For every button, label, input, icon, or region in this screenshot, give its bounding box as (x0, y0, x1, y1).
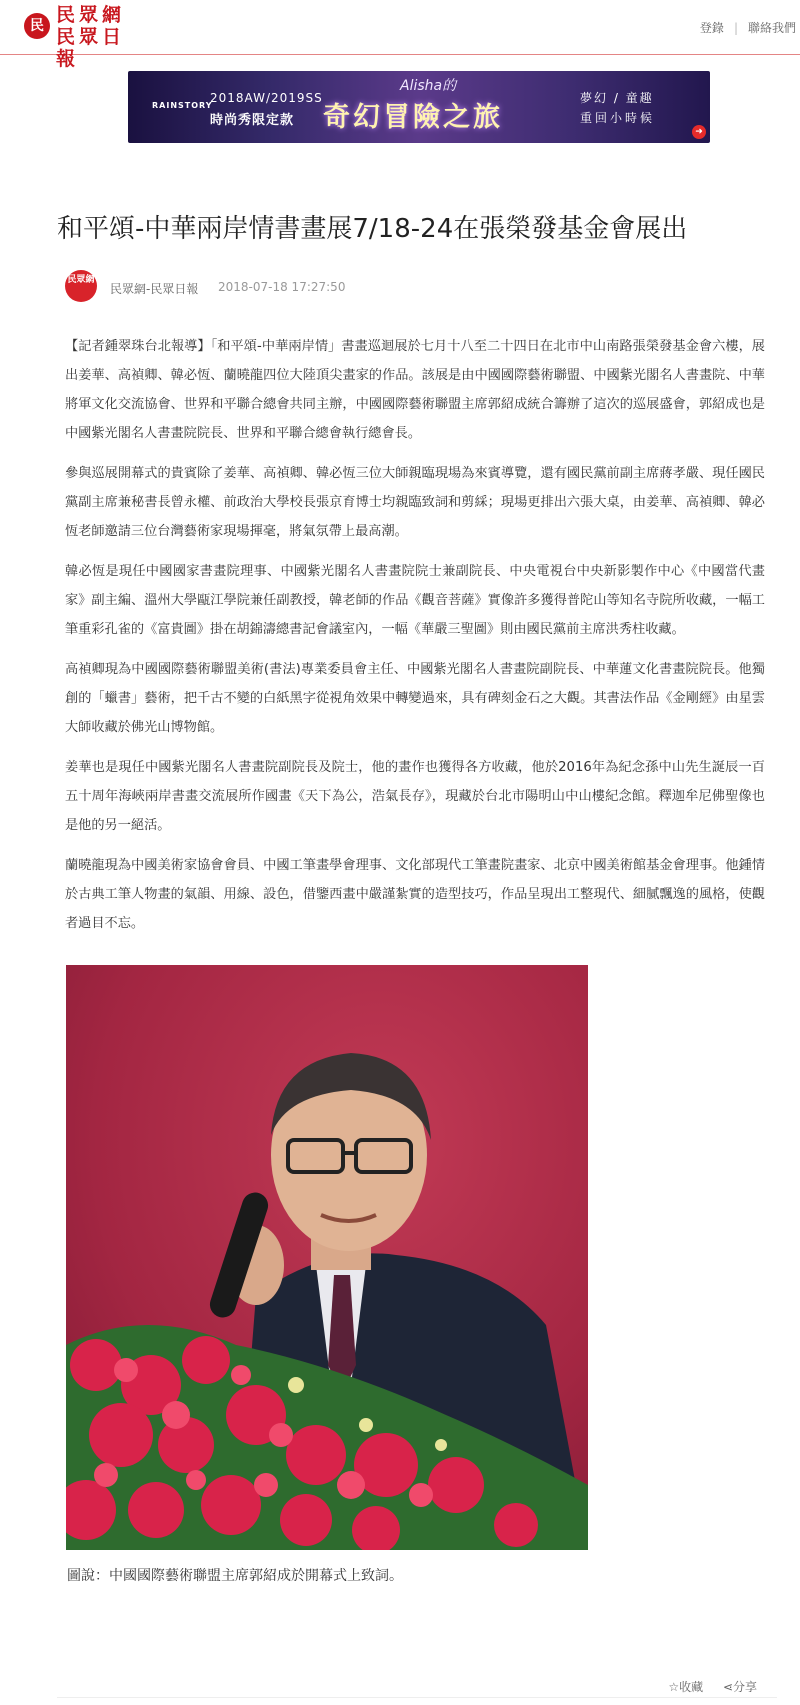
paragraph: 【記者鍾翠珠台北報導】「和平頌-中華兩岸情」書畫巡迴展於七月十八至二十四日在北市中山南路張榮發基金會六樓，展出姜華、高禎卿、韓必恆、蘭曉龍四位大陸頂尖畫家的作品。該展是由中國國際藝術聯盟、中國紫光閣名人書畫院、中華將軍文化交流協會、世界和平聯合總會共同主辦，中國國際藝術聯盟主席郭紹成統合籌辦了這次的巡展盛會，郭紹成也是中國紫光閣名人書畫院院長、世界和平聯合總會執行總會長。 (65, 339, 765, 441)
logo-icon: 民 (24, 13, 50, 39)
top-links (700, 19, 796, 36)
banner-tagline-2: 重回小時候 (580, 111, 656, 125)
contact-link[interactable]: 聯絡我們 (747, 21, 796, 35)
article-title: 和平頌-中華兩岸情書畫展7/18-24在張榮發基金會展出 (57, 214, 688, 244)
footer-divider (57, 1697, 777, 1698)
paragraph: 姜華也是現任中國紫光閣名人書畫院副院長及院士，他的畫作也獲得各方收藏，他於2016年為紀念孫中山先生誕辰一百五十周年海峽兩岸書畫交流展所作國畫《天下為公，浩氣長存》，現藏於台北市陽明山中山樓紀念館。釋迦牟尼佛聖像也是他的另一絕活。 (65, 760, 765, 833)
photo-caption: 圖說：中國國際藝術聯盟主席郭紹成於開幕式上致詞。 (67, 1568, 403, 1584)
banner-brand: RAINSTORY (152, 101, 213, 110)
banner-season: 2018AW/2019SS (210, 91, 323, 105)
ad-banner[interactable] (128, 71, 710, 143)
publish-date: 2018-07-18 17:27:50 (218, 280, 346, 294)
article-actions (652, 1678, 757, 1695)
paragraph: 參與巡展開幕式的貴賓除了姜華、高禎卿、韓必恆三位大師親臨現場為來賓導覽，還有國民黨前副主席蔣孝嚴、現任國民黨副主席兼秘書長曾永權、前政治大學校長張京育博士均親臨致詞和剪綵；現場更排出六張大桌，由姜華、高禎卿、韓必恆老師邀請三位台灣藝術家現場揮毫，將氣氛帶上最高潮。 (65, 466, 765, 539)
article-photo (66, 965, 588, 1550)
logo-text (56, 4, 146, 70)
paragraph: 高禎卿現為中國國際藝術聯盟美術(書法)專業委員會主任、中國紫光閣名人書畫院副院長、中華蓮文化書畫院院長。他獨創的「蠟書」藝術，把千古不變的白紙黑字從視角效果中轉變過來，具有碑刻金石之大觀。其書法作品《金剛經》由星雲大師收藏於佛光山博物館。 (65, 662, 765, 735)
ad-badge-icon: ➜ (692, 125, 706, 139)
favorite-button[interactable]: ☆收藏 (668, 1680, 704, 1694)
logo-line-1: 民眾網 (56, 4, 126, 26)
login-link[interactable]: 登錄 (699, 21, 724, 35)
link-separator: | (733, 21, 738, 35)
speaker-photo-illustration (66, 965, 588, 1550)
share-button[interactable]: ⋖分享 (722, 1680, 757, 1694)
paragraph: 韓必恆是現任中國國家書畫院理事、中國紫光閣名人書畫院院士兼副院長、中央電視台中央新影製作中心《中國當代畫家》副主編、溫州大學甌江學院兼任副教授，韓老師的作品《觀音菩薩》實像許多獲得普陀山等知名寺院所收藏，一幅工筆重彩孔雀的《富貴圖》掛在胡錦濤總書記會議室內，一幅《華嚴三聖圖》則由國民黨前主席洪秀柱收藏。 (65, 564, 765, 637)
banner-name: Alisha的 (400, 78, 457, 94)
site-logo[interactable] (24, 4, 144, 70)
banner-title: 奇幻冒險之旅 (323, 102, 503, 133)
paragraph: 蘭曉龍現為中國美術家協會會員、中國工筆畫學會理事、文化部現代工筆畫院畫家、北京中國美術館基金會理事。他鍾情於古典工筆人物畫的氣韻、用線、設色，借鑒西畫中嚴謹紮實的造型技巧，作品呈現出工整現代、細膩飄逸的風格，使觀者過目不忘。 (65, 858, 765, 931)
author-name[interactable]: 民眾網-民眾日報 (110, 282, 199, 296)
site-header (0, 0, 800, 70)
author-avatar[interactable]: 民眾網 (65, 270, 97, 302)
banner-tagline-1: 夢幻 / 童趣 (580, 91, 654, 105)
banner-subtitle: 時尚秀限定款 (210, 113, 295, 128)
logo-line-2: 民眾日報 (56, 26, 126, 70)
article-body (65, 332, 765, 949)
